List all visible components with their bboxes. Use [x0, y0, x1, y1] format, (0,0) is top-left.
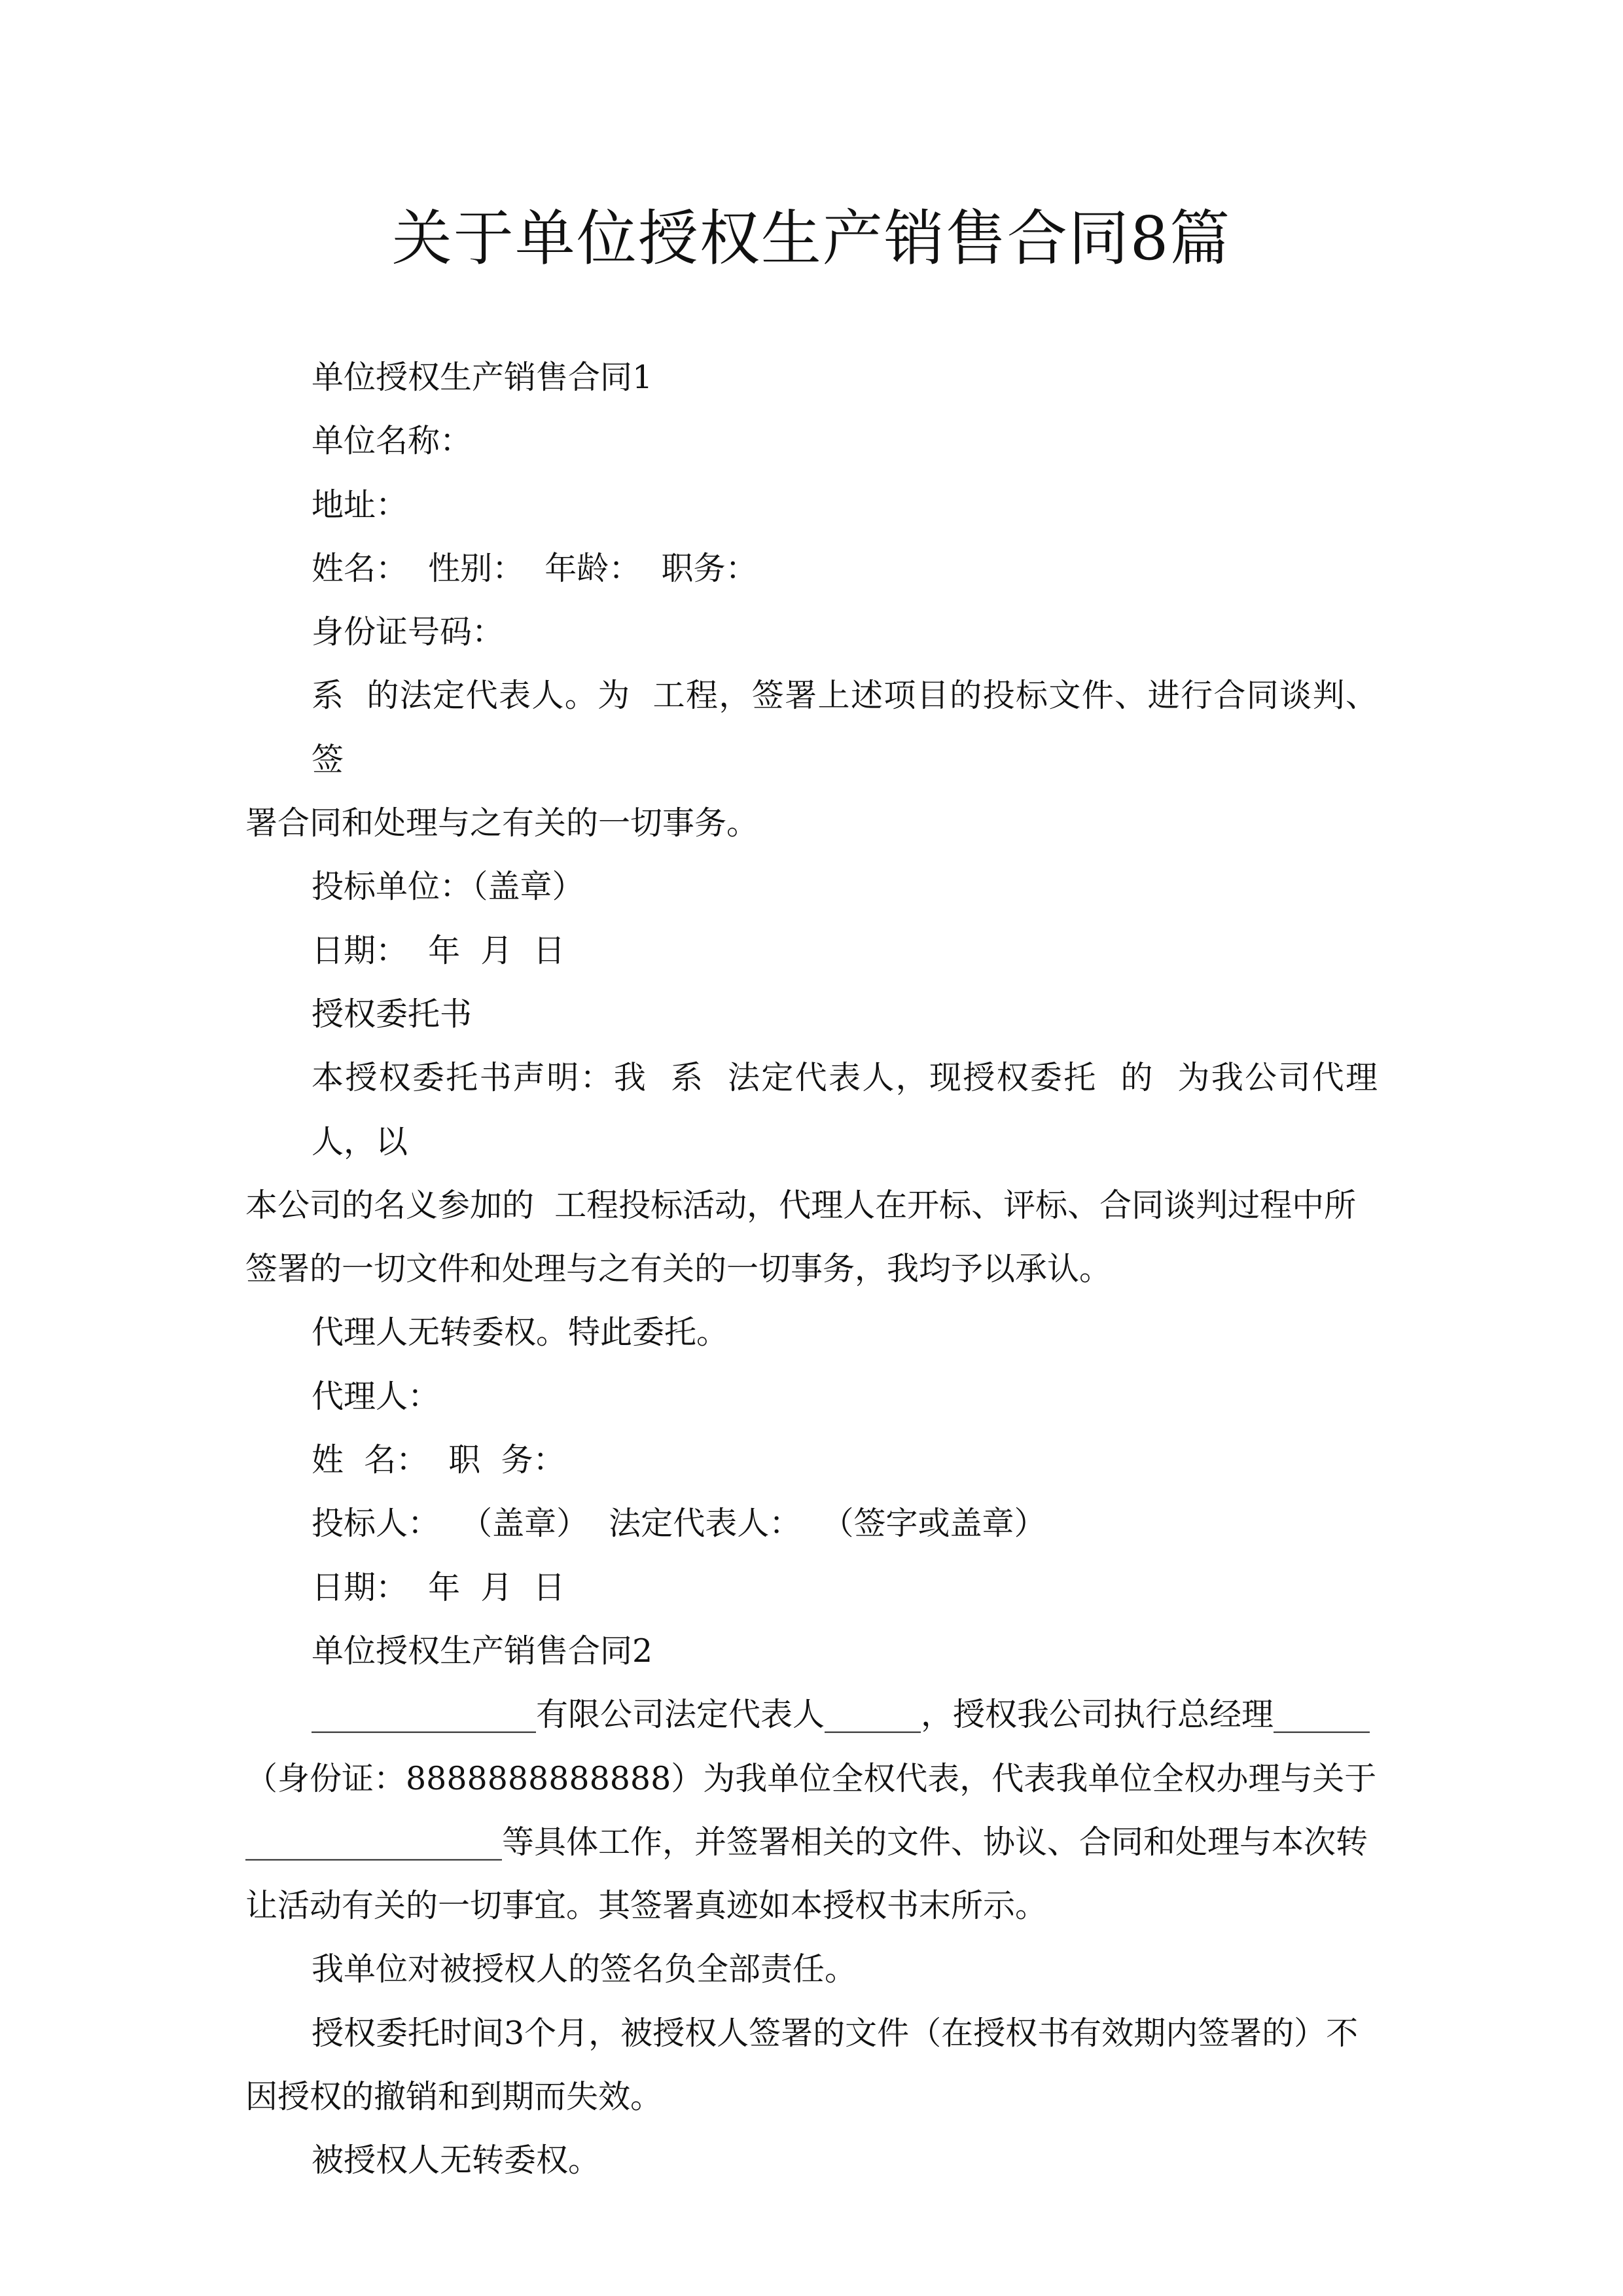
paragraph-line: 让活动有关的一切事宜。其签署真迹如本授权书末所示。: [245, 1887, 1048, 1925]
field-date: 日期： 年 月 日: [312, 1568, 565, 1606]
section-heading: 授权委托书: [312, 995, 473, 1033]
field-signatures: 投标人： （盖章） 法定代表人： （签字或盖章）: [312, 1505, 1046, 1543]
field-address: 地址：: [312, 486, 408, 524]
field-agent: 代理人：: [312, 1377, 440, 1415]
field-id-number: 身份证号码：: [312, 613, 505, 651]
paragraph-line: 授权委托时间3个月，被授权人签署的文件（在授权书有效期内签署的）不: [312, 2014, 1359, 2052]
field-date: 日期： 年 月 日: [312, 931, 565, 969]
field-personal-info: 姓名： 性别： 年龄： 职务：: [312, 549, 758, 587]
paragraph-line: ______________有限公司法定代表人______，授权我公司执行总经理______: [312, 1696, 1370, 1734]
paragraph-line: 系 的法定代表人。为 工程，签署上述项目的投标文件、进行合同谈判、签: [312, 677, 1378, 778]
paragraph-line: 本授权委托书声明：我 系 法定代表人，现授权委托 的 为我公司代理人，以: [312, 1059, 1378, 1160]
paragraph-line: 因授权的撤销和到期而失效。: [245, 2078, 663, 2116]
field-name-position: 姓 名： 职 务：: [312, 1441, 565, 1479]
field-bidder-seal: 投标单位：（盖章）: [312, 868, 584, 906]
field-unit-name: 单位名称：: [312, 422, 473, 460]
paragraph-line: 被授权人无转委权。: [312, 2142, 601, 2179]
paragraph-line: （身份证：8888888888888）为我单位全权代表，代表我单位全权办理与关于: [245, 1759, 1377, 1797]
document-title: 关于单位授权生产销售合同8篇: [391, 204, 1232, 274]
paragraph-line: 我单位对被授权人的签名负全部责任。: [312, 1950, 857, 1988]
document-body: [245, 346, 1378, 2193]
section-heading: 单位授权生产销售合同1: [312, 359, 653, 396]
paragraph-line: 代理人无转委权。特此委托。: [312, 1314, 729, 1352]
section-heading: 单位授权生产销售合同2: [312, 1632, 653, 1670]
paragraph-line: 署合同和处理与之有关的一切事务。: [245, 804, 759, 842]
paragraph-line: 本公司的名义参加的 工程投标活动，代理人在开标、评标、合同谈判过程中所: [245, 1186, 1357, 1224]
paragraph-line: 签署的一切文件和处理与之有关的一切事务，我均予以承认。: [245, 1250, 1112, 1288]
paragraph-line: ________________等具体工作，并签署相关的文件、协议、合同和处理与本次转: [245, 1823, 1368, 1861]
